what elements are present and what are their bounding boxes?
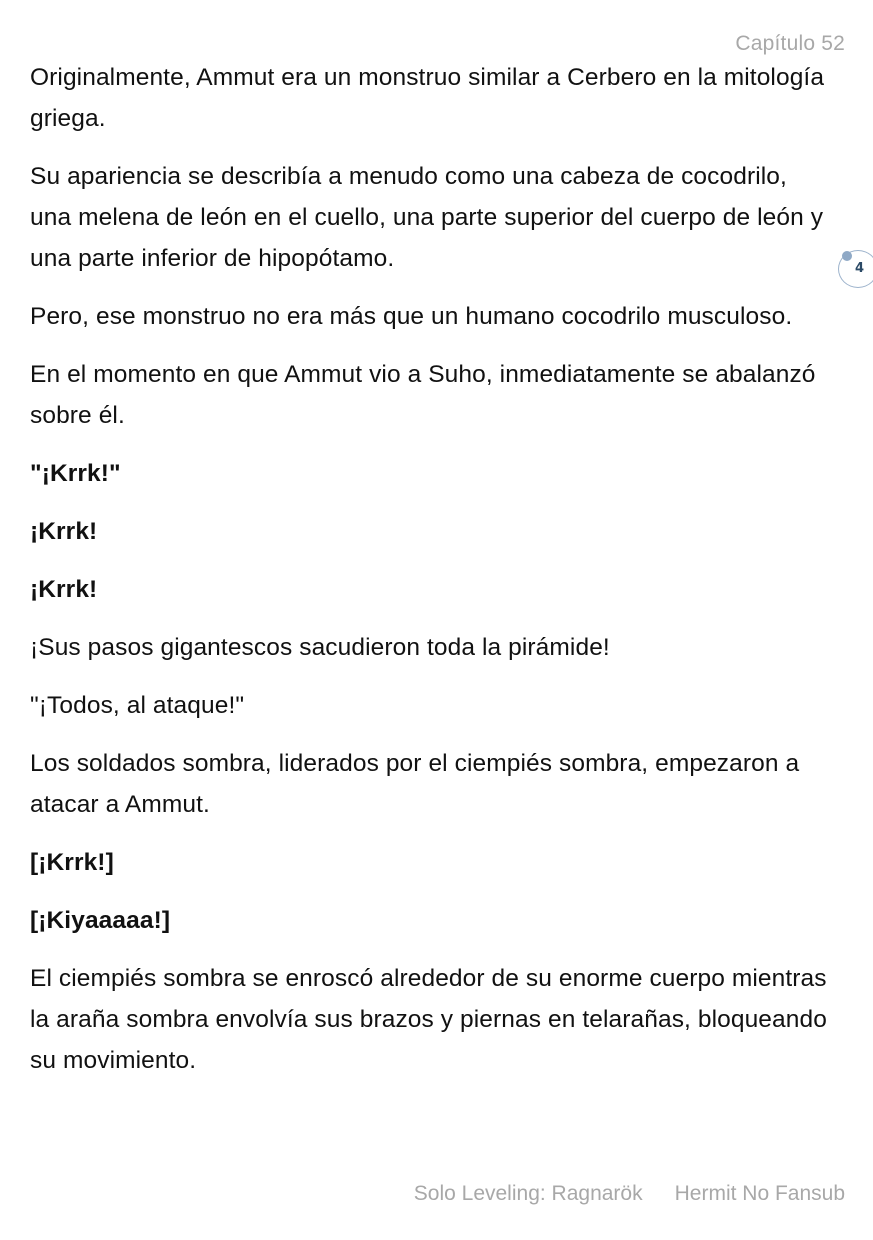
dialogue-line: "¡Todos, al ataque!" <box>30 692 245 719</box>
paragraph: El ciempiés sombra se enroscó alrededor de su enorme cuerpo mientras la araña sombra envolvía sus brazos y piernas en telarañas, bloqueando su movimiento. <box>30 965 827 1074</box>
sound-effect-line: [¡Krrk!] <box>30 849 114 876</box>
progress-dot-icon <box>842 251 852 261</box>
chapter-label: Capítulo 52 <box>735 32 845 55</box>
page-progress-badge[interactable] <box>838 250 873 288</box>
sound-effect-line: "¡Krrk!" <box>30 460 121 487</box>
sound-effect-line: [¡Kiyaaaaa!] <box>30 907 171 934</box>
footer <box>414 1182 845 1206</box>
paragraph: Pero, ese monstruo no era más que un humano cocodrilo musculoso. <box>30 303 793 330</box>
paragraph: Su apariencia se describía a menudo como una cabeza de cocodrilo, una melena de león en el cuello, una parte superior del cuerpo de león y una parte inferior de hipopótamo. <box>30 163 824 272</box>
sound-effect-line: ¡Krrk! <box>30 518 98 545</box>
paragraph: ¡Sus pasos gigantescos sacudieron toda la pirámide! <box>30 634 610 661</box>
novel-title: Solo Leveling: Ragnarök <box>413 1182 643 1205</box>
sound-effect-line: ¡Krrk! <box>30 576 98 603</box>
paragraph: Originalmente, Ammut era un monstruo similar a Cerbero en la mitología griega. <box>30 64 825 132</box>
chapter-text <box>30 57 830 1098</box>
progress-badge-number: 4 <box>855 261 865 276</box>
paragraph: En el momento en que Ammut vio a Suho, inmediatamente se abalanzó sobre él. <box>30 361 816 429</box>
translator-credit: Hermit No Fansub <box>674 1182 845 1205</box>
paragraph: Los soldados sombra, liderados por el ciempiés sombra, empezaron a atacar a Ammut. <box>30 750 800 818</box>
